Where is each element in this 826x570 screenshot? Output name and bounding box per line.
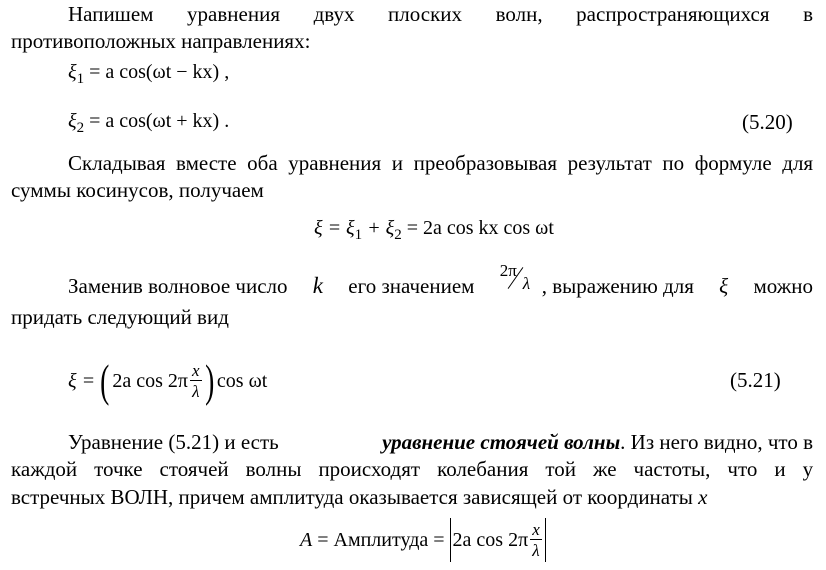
equation-rhs: = a cos(ωt − kx) ,: [84, 61, 230, 83]
fraction-numerator: x: [532, 520, 540, 539]
paragraph-3-line-1: [68, 261, 813, 299]
emphasis-term: [382, 430, 813, 455]
right-paren: ): [204, 355, 214, 406]
equation-lhs: ξ = ξ: [314, 217, 355, 239]
paragraph-2-line-1: [68, 151, 813, 176]
text-fragment: Заменив волновое число: [68, 274, 288, 298]
word: результат: [567, 151, 652, 175]
word: же: [592, 457, 617, 481]
equation-sum: [314, 217, 554, 243]
word: уравнения: [288, 151, 382, 175]
xi-symbol: ξ: [68, 110, 77, 132]
word: каждой: [11, 457, 78, 481]
word: той: [545, 457, 576, 481]
word: распространяющихся: [576, 2, 770, 26]
word: происходят: [318, 457, 421, 481]
word: плоских: [388, 2, 463, 26]
word: преобразовывая: [413, 151, 558, 175]
text-fragment: можно: [753, 274, 813, 298]
fraction-denominator: λ: [532, 541, 540, 560]
word: волны: [245, 457, 302, 481]
equation-mid: + ξ: [362, 217, 395, 239]
text-fragment: . Из него видно, что в: [620, 430, 813, 454]
xi-symbol: ξ: [719, 274, 729, 298]
equation-xi1: [68, 61, 230, 87]
equation-number-5-20: (5.20): [742, 110, 793, 134]
left-paren: (: [100, 355, 110, 406]
paragraph-4-line-3: [11, 485, 707, 510]
paragraph-1-line-2: противоположных направлениях:: [11, 29, 311, 53]
equation-inner: 2a cos 2π: [112, 369, 189, 392]
word: в: [803, 2, 814, 26]
emphasized-text: уравнение стоячей волны: [382, 430, 621, 454]
paragraph-4-line-2: [11, 457, 813, 482]
text-fragment: , выражению для: [541, 274, 694, 298]
word: для: [782, 151, 814, 175]
xi-symbol: ξ: [68, 61, 77, 83]
paragraph-4-line-1: [68, 430, 813, 455]
word: оба: [247, 151, 278, 175]
word: стоячей: [159, 457, 229, 481]
word: колебания: [437, 457, 529, 481]
text-fragment: встречных ВОЛН, причем амплитуда оказывается зависящей от координаты: [11, 485, 693, 509]
word: частоты,: [633, 457, 711, 481]
fraction-x-over-lambda: [190, 362, 202, 400]
word: Напишем: [68, 2, 154, 26]
subscript: 1: [76, 71, 85, 87]
paragraph-2-line-2: суммы косинусов, получаем: [11, 178, 264, 202]
subscript: 1: [354, 227, 363, 243]
fraction-numerator: 2π: [499, 261, 517, 280]
word: волн,: [495, 2, 543, 26]
subscript: 2: [394, 227, 402, 243]
slash-fraction: [499, 261, 542, 293]
word: что: [727, 457, 758, 481]
equation-lhs: A: [300, 528, 313, 551]
equation-rhs: = 2a cos kx cos ωt: [401, 217, 554, 239]
paragraph-3-line-2: придать следующий вид: [11, 305, 229, 329]
fraction-x-over-lambda: [530, 521, 542, 559]
word: точке: [94, 457, 143, 481]
equation-amplitude: [300, 514, 546, 566]
x-symbol: x: [698, 485, 708, 509]
fraction-denominator: λ: [192, 382, 200, 401]
word: уравнения: [187, 2, 280, 26]
word: и: [391, 151, 404, 175]
paragraph-1-line-1: [68, 2, 813, 27]
equation-inner: 2a cos 2π: [452, 528, 529, 551]
word: вместе: [176, 151, 237, 175]
word: по: [662, 151, 685, 175]
equation-number-5-21: (5.21): [730, 368, 781, 392]
word: у: [802, 457, 814, 481]
text-fragment: Уравнение (5.21) и есть: [68, 430, 279, 454]
equation-xi2: [68, 110, 230, 136]
fraction-2pi-over-lambda: [499, 261, 694, 299]
abs-bar-right: [545, 518, 546, 562]
k-symbol: k: [312, 273, 324, 298]
equation-standing-wave: [68, 351, 267, 411]
word: Складывая: [68, 151, 166, 175]
fraction-denominator: λ: [522, 274, 531, 293]
subscript: 2: [76, 120, 85, 136]
abs-bar-left: [450, 518, 451, 562]
equation-mid: = Амплитуда =: [312, 528, 450, 551]
equation-tail: cos ωt: [216, 369, 268, 392]
fraction-numerator: x: [192, 361, 200, 380]
word: двух: [313, 2, 355, 26]
word: формуле: [694, 151, 772, 175]
text-fragment: его значением: [348, 274, 475, 298]
equation-rhs: = a cos(ωt + kx) .: [84, 110, 230, 132]
equation-lhs: ξ =: [68, 369, 96, 392]
word: и: [774, 457, 786, 481]
